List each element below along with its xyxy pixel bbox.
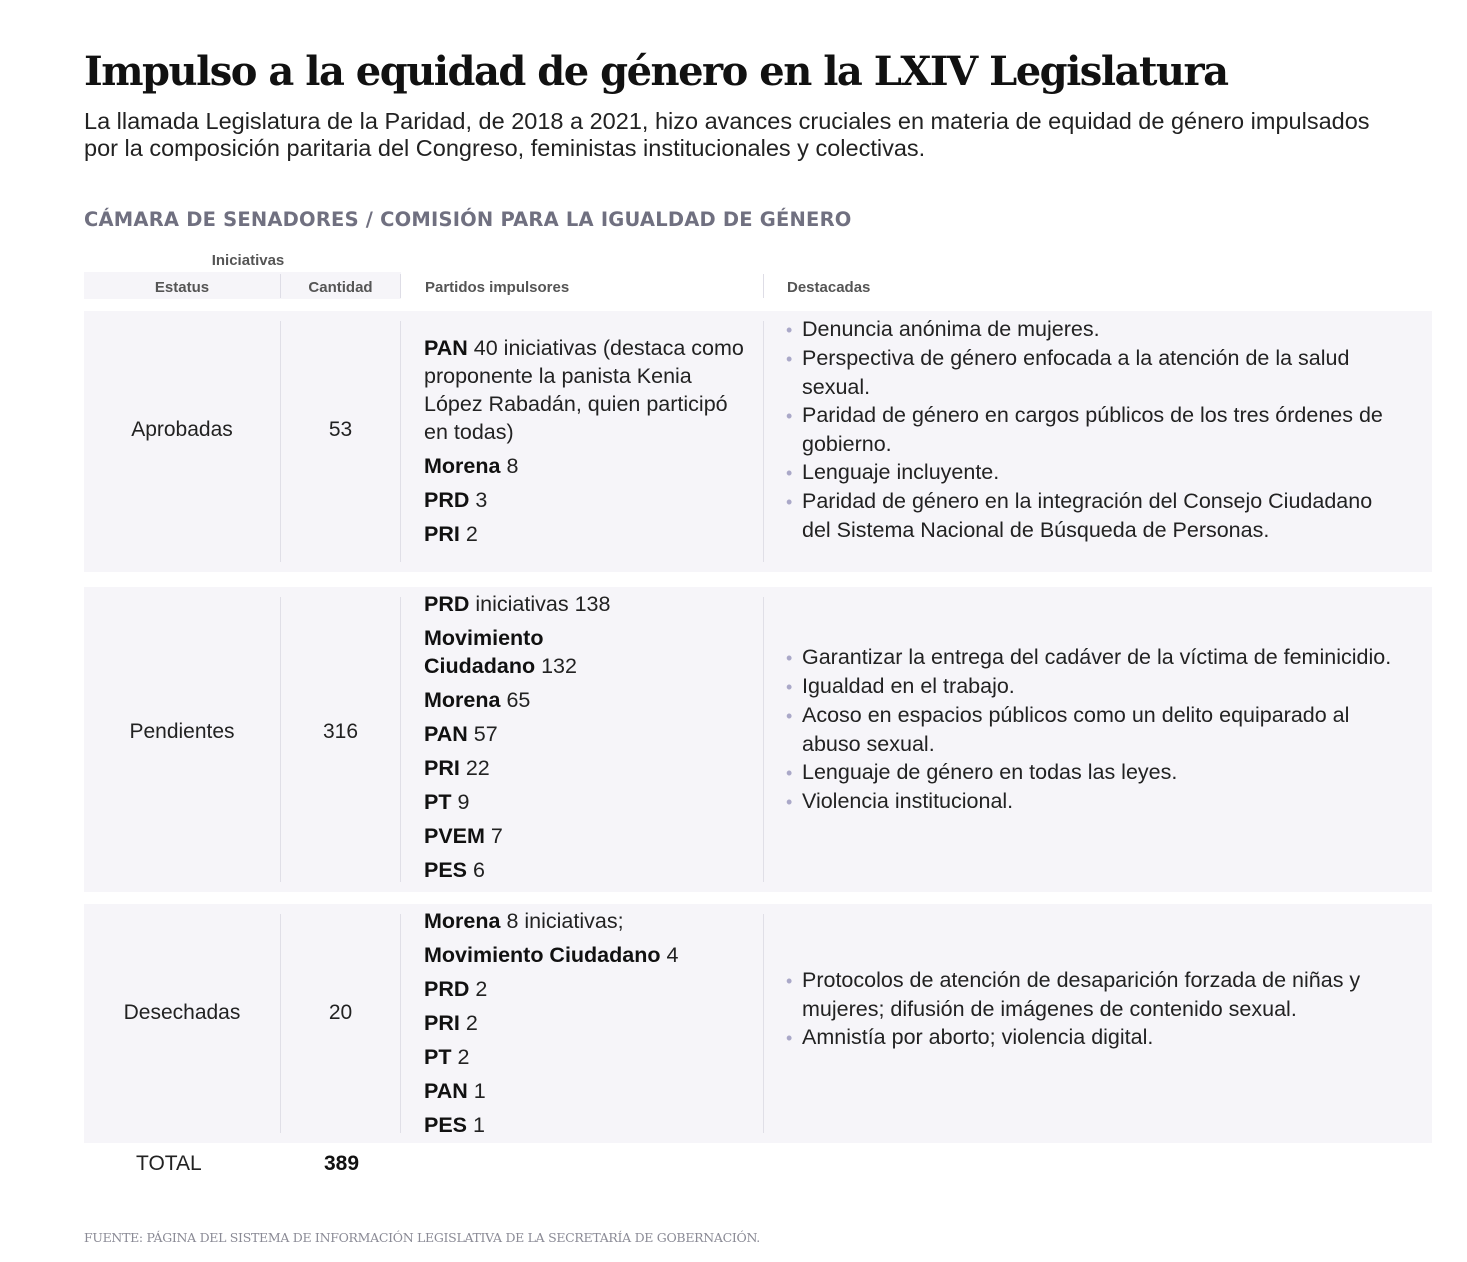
highlight-item [786, 344, 1406, 401]
count-cell: 316 [322, 720, 359, 743]
party-value: 132 [541, 654, 577, 678]
bullet-icon: • [786, 792, 793, 812]
highlight-item [786, 458, 1406, 487]
status-cell: Pendientes [129, 720, 235, 743]
highlight-text: Protocolos de atención de desaparición forzada de niñas y mujeres; difusión de imágenes de contenido sexual. [802, 968, 1361, 1021]
table-row-desechadas [84, 904, 1432, 1143]
party-item [424, 907, 754, 935]
party-name: PES [424, 858, 468, 882]
highlight-text: Lenguaje de género en todas las leyes. [802, 760, 1178, 784]
party-item [424, 334, 754, 446]
highlight-text: Paridad de género en la integración del Consejo Ciudadano del Sistema Nacional de Búsqueda de Personas. [802, 489, 1373, 542]
total-label: TOTAL [136, 1152, 202, 1175]
party-name: PRI [424, 756, 460, 780]
header-parties: Partidos impulsores [425, 279, 570, 296]
party-value: 1 [473, 1079, 486, 1103]
bullet-icon: • [786, 677, 793, 697]
highlight-item [786, 672, 1406, 701]
bullet-icon: • [786, 406, 793, 426]
highlights-list [786, 966, 1406, 1052]
bullet-icon: • [786, 1028, 793, 1048]
header-divider [763, 274, 764, 298]
row-divider [763, 321, 764, 562]
highlight-item [786, 966, 1406, 1023]
party-value: 8 [506, 454, 519, 478]
party-item [424, 452, 754, 480]
party-name: PRI [424, 1011, 460, 1035]
highlight-item [786, 315, 1406, 344]
party-name: Movimiento Ciudadano [424, 943, 661, 967]
highlight-text: Igualdad en el trabajo. [802, 674, 1015, 698]
header-status: Estatus [154, 279, 210, 296]
highlight-item [786, 401, 1406, 458]
parties-list [424, 334, 754, 554]
table-row-pendientes [84, 587, 1432, 892]
highlight-item [786, 1023, 1406, 1052]
party-name: Movimiento Ciudadano [424, 626, 544, 678]
page-title: Impulso a la equidad de género en la LXIV Legislatura [84, 48, 1228, 95]
highlights-list [786, 315, 1406, 544]
party-item [424, 941, 754, 969]
party-item [424, 520, 754, 548]
highlight-text: Perspectiva de género enfocada a la atención de la salud sexual. [802, 346, 1350, 399]
party-name: PT [424, 790, 452, 814]
count-cell: 53 [328, 417, 353, 441]
party-item [424, 788, 624, 816]
page-subtitle: La llamada Legislatura de la Paridad, de 2018 a 2021, hizo avances cruciales en materia de equidad de género impulsados por la composición paritaria del Congreso, feministas institucionales y colectivas. [84, 108, 1370, 161]
status-cell: Aprobadas [131, 417, 233, 441]
party-value: 2 [465, 1011, 478, 1035]
parties-list [424, 907, 754, 1145]
highlight-item [786, 787, 1406, 816]
highlight-item [786, 643, 1406, 672]
table-row-aprobadas [84, 311, 1432, 572]
party-name: PAN [424, 336, 468, 360]
party-value: 1 [473, 1113, 485, 1137]
party-name: PT [424, 1045, 452, 1069]
highlight-item [786, 758, 1406, 787]
party-value: iniciativas 138 [475, 592, 611, 616]
source-note: FUENTE: PÁGINA DEL SISTEMA DE INFORMACIÓN LEGISLATIVA DE LA SECRETARÍA DE GOBERNACIÓN. [84, 1230, 760, 1245]
party-value: 2 [457, 1045, 470, 1069]
party-value: 7 [490, 824, 503, 848]
highlight-text: Paridad de género en cargos públicos de los tres órdenes de gobierno. [802, 403, 1383, 456]
bullet-icon: • [786, 320, 793, 340]
highlight-item [786, 701, 1406, 758]
bullet-icon: • [786, 349, 793, 369]
party-name: PRD [424, 977, 470, 1001]
row-divider [763, 597, 764, 882]
party-value: 9 [457, 790, 470, 814]
party-name: PAN [424, 1079, 468, 1103]
party-item [424, 822, 624, 850]
party-value: 2 [475, 977, 488, 1001]
bullet-icon: • [786, 463, 793, 483]
party-value: 6 [473, 858, 485, 882]
count-cell: 20 [328, 1000, 353, 1024]
party-item [424, 1077, 754, 1105]
party-item [424, 624, 624, 680]
party-value: 2 [465, 522, 478, 546]
highlight-text: Violencia institucional. [802, 789, 1014, 813]
party-item [424, 975, 754, 1003]
header-divider [400, 274, 401, 298]
bullet-icon: • [786, 492, 793, 512]
party-item [424, 754, 624, 782]
row-divider [400, 597, 401, 882]
party-name: Morena [424, 454, 501, 478]
status-cell: Desechadas [123, 1000, 241, 1024]
highlight-text: Lenguaje incluyente. [802, 460, 1000, 484]
row-divider [400, 321, 401, 562]
section-title: CÁMARA DE SENADORES / COMISIÓN PARA LA IGUALDAD DE GÉNERO [84, 208, 852, 231]
party-name: PVEM [424, 824, 485, 848]
bullet-icon: • [786, 648, 793, 668]
party-item [424, 590, 624, 618]
party-value: 8 iniciativas; [506, 909, 624, 933]
party-item [424, 1043, 754, 1071]
party-item [424, 856, 624, 884]
highlight-text: Amnistía por aborto; violencia digital. [802, 1025, 1154, 1049]
party-name: PRI [424, 522, 460, 546]
highlight-item [786, 487, 1406, 544]
parties-list [424, 590, 624, 890]
bullet-icon: • [786, 971, 793, 991]
party-value: 22 [465, 756, 490, 780]
party-item [424, 1009, 754, 1037]
party-name: Morena [424, 688, 501, 712]
party-value: 3 [475, 488, 488, 512]
party-item [424, 486, 754, 514]
party-name: Morena [424, 909, 501, 933]
header-highlights: Destacadas [787, 279, 871, 296]
bullet-icon: • [786, 706, 793, 726]
party-item [424, 720, 624, 748]
party-name: PRD [424, 488, 470, 512]
highlight-text: Acoso en espacios públicos como un delito equiparado al abuso sexual. [802, 703, 1350, 756]
row-divider [763, 914, 764, 1133]
party-value: 4 [666, 943, 679, 967]
party-value: 65 [506, 688, 531, 712]
row-divider [400, 914, 401, 1133]
bullet-icon: • [786, 763, 793, 783]
party-value: 57 [473, 722, 498, 746]
party-item [424, 1111, 754, 1139]
total-value: 389 [324, 1152, 360, 1175]
party-name: PES [424, 1113, 468, 1137]
highlight-text: Denuncia anónima de mujeres. [802, 317, 1100, 341]
party-name: PRD [424, 592, 470, 616]
header-group-iniciativas: Iniciativas [211, 252, 285, 269]
party-item [424, 686, 624, 714]
header-count: Cantidad [308, 279, 373, 296]
party-value: 40 iniciativas (destaca como proponente la panista Kenia López Rabadán, quien participó en todas) [424, 336, 744, 444]
highlights-list [786, 643, 1406, 816]
highlight-text: Garantizar la entrega del cadáver de la víctima de feminicidio. [802, 645, 1392, 669]
party-name: PAN [424, 722, 468, 746]
